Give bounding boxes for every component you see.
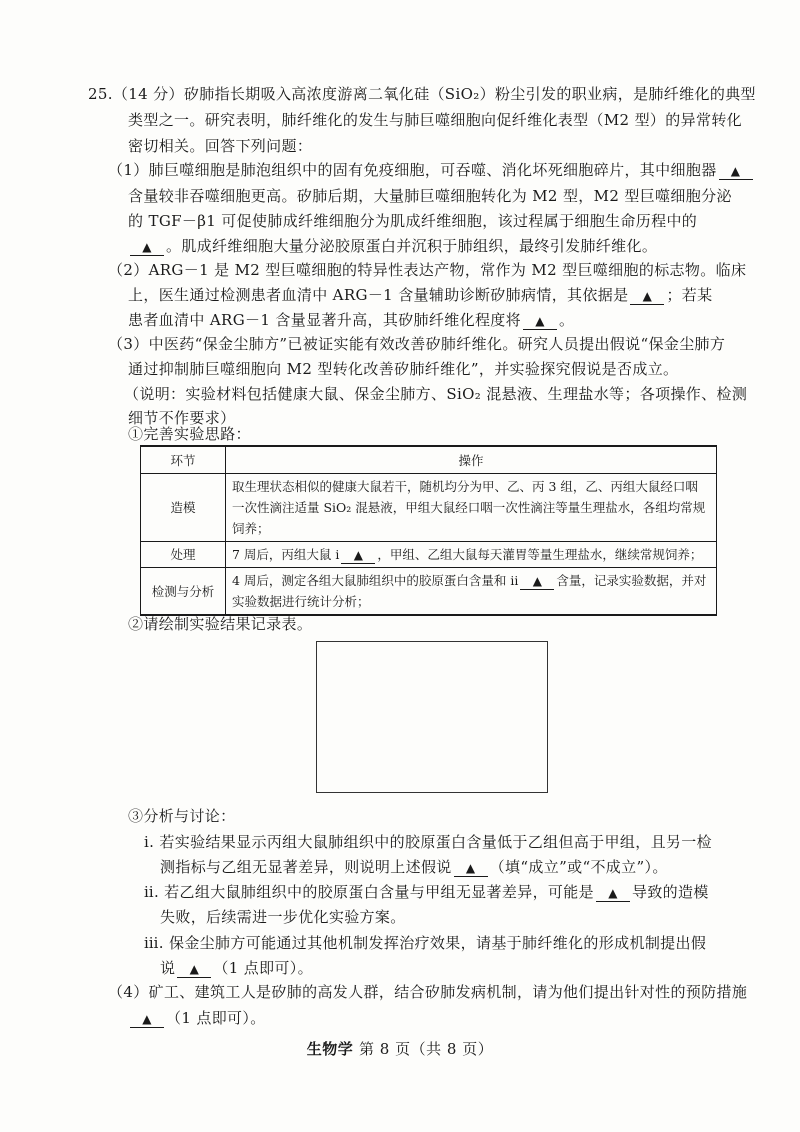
step-2-heading: ②请绘制实验结果记录表。 [128,615,313,633]
part-1-line-1 [108,160,755,180]
part-2-text-2a: 上，医生通过检测患者血清中 ARG－1 含量辅助诊断矽肺病情，其依据是 [128,286,629,304]
part-1-text-4: 。肌成纤维细胞大量分泌胶原蛋白并沉积于肺组织，最终引发肺纤维化。 [166,237,658,255]
answer-blank-basis[interactable]: ▲ [630,288,664,305]
operation-text-a: 7 周后，丙组大鼠 ⅰ [232,547,340,562]
discussion-ii-text-a: ⅱ. 若乙组大鼠肺组织中的胶原蛋白含量与甲组无显著差异，可能是 [144,883,594,901]
table-header-stage: 环节 [141,446,226,474]
discussion-ii-text-b: 导致的造模 [631,883,709,901]
answer-blank-treatment[interactable]: ▲ [341,547,375,564]
question-25-intro-line-1: 25.（14 分）矽肺指长期吸入高浓度游离二氧化硅（SiO₂）粉尘引发的职业病，是肺纤维化的典型 [88,85,756,103]
stage-cell: 检测与分析 [141,568,226,616]
part-2-text-3b: 。 [559,311,575,329]
footer-page-number: 第 8 页（共 8 页） [359,1040,494,1058]
answer-blank-prevention[interactable]: ▲ [130,1011,164,1028]
part-4-line-2 [128,1008,266,1028]
discussion-ii-line-1 [144,882,709,902]
answer-blank-life-process[interactable]: ▲ [130,239,164,256]
stage-cell: 造模 [141,474,226,542]
part-4-text-2: （1 点即可）。 [166,1009,266,1027]
operation-cell: 取生理状态相似的健康大鼠若干，随机均分为甲、乙、丙 3 组，乙、丙组大鼠经口咽一次性滴注适量 SiO₂ 混悬液，甲组大鼠经口咽一次性滴注等量生理盐水，各组均常规饲养； [226,474,717,542]
operation-text-a: 4 周后，测定各组大鼠肺组织中的胶原蛋白含量和 ⅱ [232,573,519,588]
operation-text-b: ，甲组、乙组大鼠每天灌胃等量生理盐水，继续常规饲养； [377,547,703,562]
part-4-line-1: （4）矿工、建筑工人是矽肺的高发人群，结合矽肺发病机制，请为他们提出针对性的预防措施 [108,983,748,1001]
part-1-line-3: 的 TGF－β1 可促使肺成纤维细胞分为肌成纤维细胞，该过程属于细胞生命历程中的 [128,212,698,230]
discussion-i-line-1: ⅰ. 若实验结果显示丙组大鼠肺组织中的胶原蛋白含量低于乙组但高于甲组，且另一检 [144,833,712,851]
answer-blank-organelle[interactable]: ▲ [719,163,753,180]
page-footer [0,1038,800,1059]
operation-cell [226,568,717,616]
step-3-heading: ③分析与讨论： [128,807,236,825]
answer-blank-degree[interactable]: ▲ [523,313,557,330]
table-row [141,542,717,568]
part-2-line-1: （2）ARG－1 是 M2 型巨噬细胞的特异性表达产物，常作为 M2 型巨噬细胞的标志物。临床 [108,261,747,279]
result-record-box[interactable] [316,641,548,793]
operation-cell [226,542,717,568]
stage-cell: 处理 [141,542,226,568]
table-row [141,474,717,542]
discussion-i-text-b: （填“成立”或“不成立”）。 [489,858,668,876]
operation-text-b: 含量，记录实验数据，并对实验数据进行统计分析； [232,573,707,609]
part-2-text-2b: ；若某 [666,286,713,304]
part-1-text-1: （1）肺巨噬细胞是肺泡组织中的固有免疫细胞，可吞噬、消化坏死细胞碎片，其中细胞器 [108,161,717,179]
part-3-line-4: 细节不作要求） [128,409,236,427]
discussion-i-line-2 [160,857,668,877]
part-1-line-2: 含量较非吞噬细胞更高。矽肺后期，大量肺巨噬细胞转化为 M2 型，M2 型巨噬细胞分泌 [128,187,732,205]
part-3-line-2: 通过抑制肺巨噬细胞向 M2 型转化改善矽肺纤维化”，并实验探究假说是否成立。 [128,360,679,378]
discussion-iii-line-2 [160,958,313,978]
part-3-line-3: （说明：实验材料包括健康大鼠、保金尘肺方、SiO₂ 混悬液、生理盐水等；各项操作、检测 [124,385,748,403]
question-25-intro-line-2: 类型之一。研究表明，肺纤维化的发生与肺巨噬细胞向促纤维化表型（M2 型）的异常转化 [128,111,743,129]
part-2-line-2 [128,285,713,305]
question-25-intro-line-3: 密切相关。回答下列问题： [128,137,313,155]
part-3-line-1: （3）中医药“保金尘肺方”已被证实能有效改善矽肺纤维化。研究人员提出假说“保金尘肺方 [108,335,726,353]
step-1-heading: ①完善实验思路： [128,425,251,443]
part-1-line-4 [128,236,657,256]
discussion-iii-text-a: 说 [160,959,176,977]
discussion-i-text-a: 测指标与乙组无显著差异，则说明上述假说 [160,858,452,876]
table-header-operation: 操作 [226,446,717,474]
answer-blank-new-hypothesis[interactable]: ▲ [177,961,211,978]
answer-blank-indicator[interactable]: ▲ [520,573,554,590]
footer-subject: 生物学 [306,1040,354,1058]
table-header-row [141,446,717,474]
discussion-iii-text-b: （1 点即可）。 [213,959,313,977]
part-2-text-3a: 患者血清中 ARG－1 含量显著升高，其矽肺纤维化程度将 [128,311,521,329]
answer-blank-hypothesis[interactable]: ▲ [454,860,488,877]
part-2-line-3 [128,310,574,330]
discussion-ii-line-2: 失败，后续需进一步优化实验方案。 [160,908,406,926]
experiment-table [140,445,717,616]
discussion-iii-line-1: ⅲ. 保金尘肺方可能通过其他机制发挥治疗效果，请基于肺纤维化的形成机制提出假 [144,934,707,952]
table-row [141,568,717,616]
answer-blank-failure-cause[interactable]: ▲ [596,885,630,902]
